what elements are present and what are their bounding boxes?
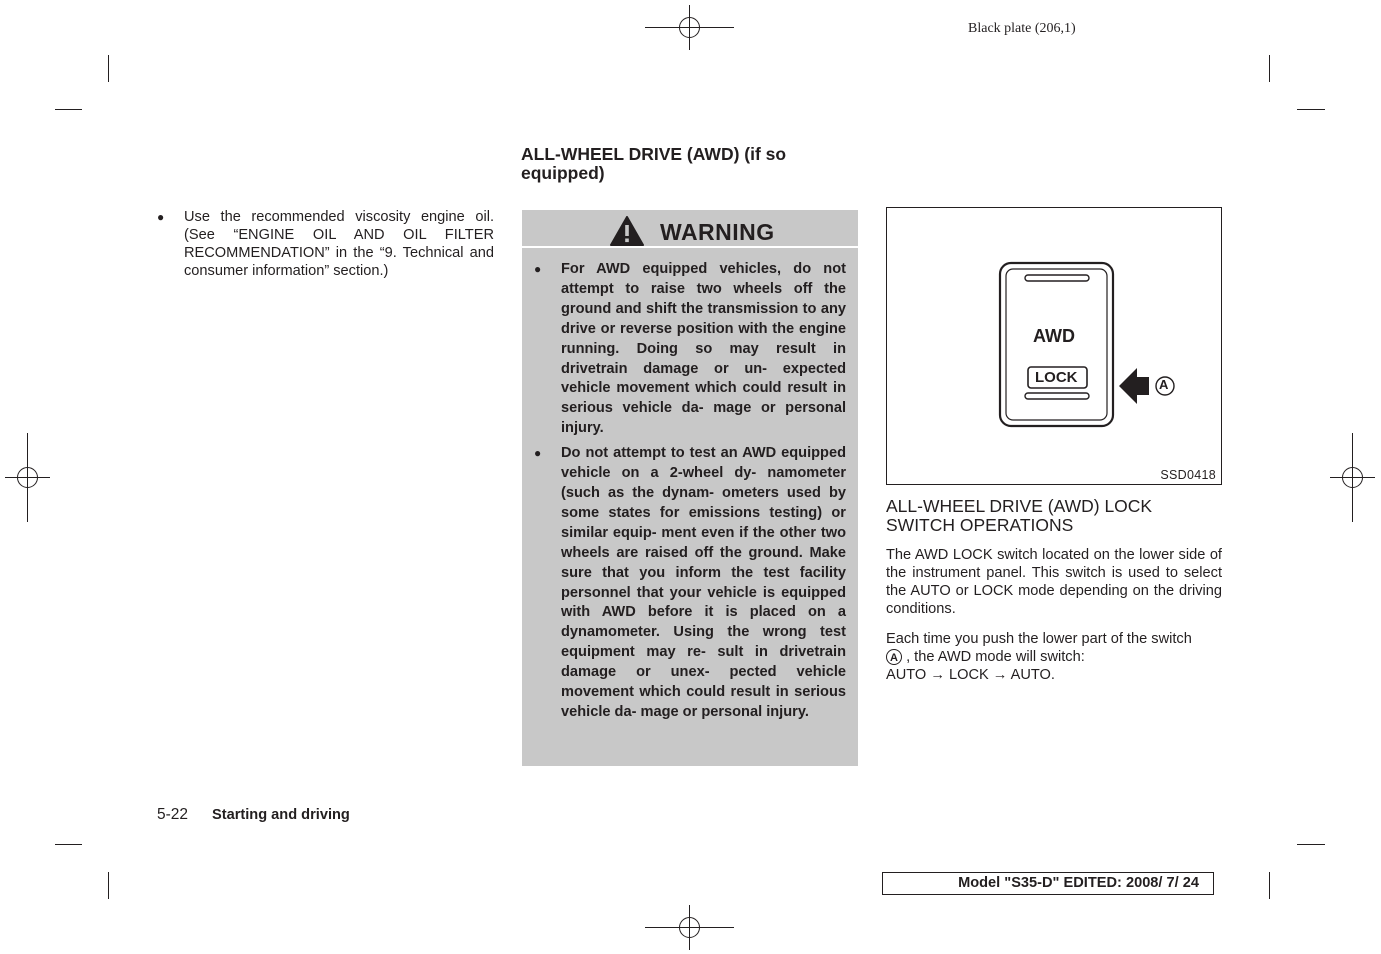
paragraph-1: The AWD LOCK switch located on the lower side of the instrument panel. This switch is used to select the AUTO or LOCK mode depending on the driving conditions. [886, 547, 1222, 617]
paragraph-2 [886, 630, 1222, 684]
paragraph-2-end: , the AWD mode will switch: [906, 649, 1085, 665]
paragraph-2-start: Each time you push the lower part of the switch [886, 631, 1192, 647]
footer-section-title: Starting and driving [212, 807, 350, 823]
bullet-icon: ● [534, 446, 542, 461]
figure-code: SSD0418 [1160, 468, 1216, 482]
list-item [157, 208, 494, 280]
warning-item-text: Do not attempt to test an AWD equipped vehicle on a 2-wheel dy- namometer (such as the dynam- ometers used by some states for emissions testing) or similar equip- ment even if the other two wheels are raised off the ground. Make sure that you inform the test facility personnel that your vehicle is equipped with AWD before it is placed on a dynamometer. Using the wrong test equipment may re- sult in drivetrain damage or unex- pected vehicle movement which could result in serious vehicle da- mage or personal injury. [561, 445, 846, 720]
oil-recommendation-text: Use the recommended viscosity engine oil. (See “ENGINE OIL AND OIL FILTER RECOMMENDATION” in the “9. Technical and consumer information” section.) [184, 209, 494, 279]
awd-label: AWD [1033, 326, 1075, 346]
model-edited-box: Model "S35-D" EDITED: 2008/ 7/ 24 [882, 872, 1214, 895]
awd-switch-figure [886, 207, 1222, 485]
warning-triangle-icon [610, 216, 644, 246]
list-item [534, 444, 846, 723]
section-heading: ALL-WHEEL DRIVE (AWD) (if so equipped) [521, 144, 787, 183]
warning-list [534, 260, 846, 728]
bullet-icon: ● [157, 210, 165, 224]
list-item [534, 260, 846, 439]
warning-title: WARNING [660, 219, 775, 245]
warning-header [522, 210, 858, 248]
warning-item-text: For AWD equipped vehicles, do not attempt to raise two wheels off the ground and shift the transmission to any drive or reverse position with the engine running. Doing so may result in drivetrain damage or un- expected vehicle movement which could result in serious vehicle da- mage or personal injury. [561, 261, 846, 437]
bullet-icon: ● [534, 262, 542, 276]
lock-label: LOCK [1035, 369, 1078, 386]
callout-a-icon: A [886, 649, 902, 665]
callout-a-label: A [1159, 377, 1169, 392]
plate-label: Black plate (206,1) [968, 21, 1076, 36]
warning-box [522, 210, 858, 766]
page-number: 5-22 [157, 806, 189, 823]
left-column [157, 208, 494, 280]
subsection-heading: ALL-WHEEL DRIVE (AWD) LOCK SWITCH OPERATIONS [886, 496, 1153, 535]
mode-sequence: AUTO → LOCK → AUTO. [886, 667, 1055, 683]
